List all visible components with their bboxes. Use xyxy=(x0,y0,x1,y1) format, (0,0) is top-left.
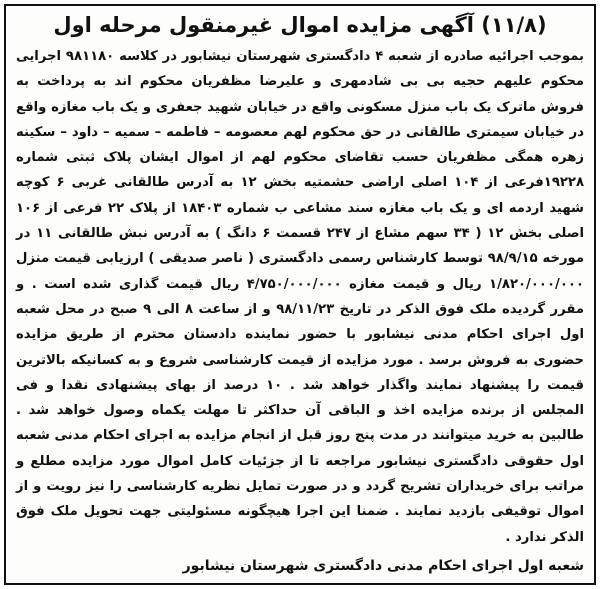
notice-body: بموجب اجرائیه صادره از شعبه ۴ دادگستری شهرستان نیشابور در کلاسه ۹۸۱۱۸۰ اجرایی محکوم علیهم حجیه بی بی شادمهری و علیرضا مظفریان محکوم اند به پرداخت به فروش ماترک یک باب منزل مسکونی واقع در خیابان شهید جعفری و یک باب مغازه واقع در خیابان سیمتری طالقانی در حق محکوم لهم معصومه – فاطمه – سمیه – داود – سکینه زهره همگی مظفریان حسب تقاضای محکوم لهم از اموال ایشان پلاک ثبتی شماره ۱۹۲۲۸فرعی از ۱۰۴ اصلی اراضی حشمتیه بخش ۱۲ به آدرس طالقانی غربی ۶ کوچه شهید اردمه ای و یک باب مغازه سند مشاعی ب شماره ۱۸۴۰۳ از پلاک ۲۲ فرعی از ۱۰۶ اصلی بخش ۱۲ ( ۳۴ سهم مشاع از ۲۴۷ قسمت ۶ دانگ ) به آدرس نبش طالقانی ۱۱ در مورخه ۹۸/۹/۱۵ توسط کارشناس رسمی دادگستری ( ناصر صدیقی ) ارزیابی قیمت منزل ۱/۸۲۰/۰۰۰/۰۰۰ ریال و قیمت مغازه ۴/۷۵۰/۰۰۰/۰۰۰ ریال قیمت گذاری شده است . و مقرر گردیده ملک فوق الذکر در تاریخ ۹۸/۱۱/۲۳ و از ساعت ۸ الی ۹ صبح در محل شعبه اول اجرای احکام مدنی نیشابور با حضور نماینده دادستان محترم از طریق مزایده حضوری به فروش برسد . مورد مزایده از قیمت کارشناسی شروع و به کسانیکه بالاترین قیمت را پیشنهاد نمایند واگذار خواهد شد . ۱۰ درصد از بهای پیشنهادی نقدا و فی المجلس از برنده مزایده اخذ و الباقی آن حداکثر تا مهلت یکماه وصول خواهد شد . طالبین به خرید میتوانند در مدت پنج روز قبل از انجام مزایده به اجرای احکام مدنی شعبه اول حقوقی دادگستری نیشابور مراجعه تا از جزئیات کامل اموال مورد مزایده مطلع و مراتب برای خریداران تشریح گردد و در صورت تمایل نظریه کارشناسی را نیز رویت و از اموال توقیفی بازدید نمایند . ضمنا این اجرا هیچگونه مسئولیتی جهت تحویل ملک فوق الذکر ندارد . xyxy=(16,49,585,545)
notice-title: (۱۱/۸) آگهی مزایده اموال غیرمنقول مرحله اول xyxy=(53,13,547,37)
auction-notice xyxy=(4,4,596,585)
notice-signature: شعبه اول اجرای احکام مدنی دادگستری شهرستان نیشابور xyxy=(182,557,584,574)
